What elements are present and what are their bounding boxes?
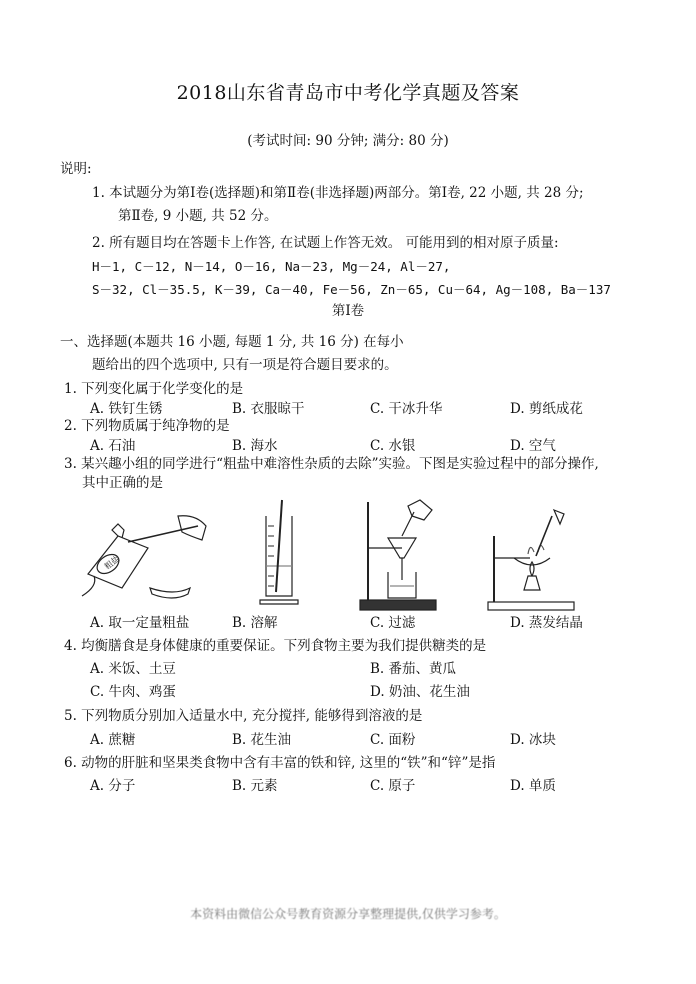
q1-option-b: B. 衣服晾干: [232, 401, 305, 417]
note-1-line-2: 第Ⅱ卷, 9 小题, 共 52 分。: [118, 208, 278, 224]
note-1-line-1: 1. 本试题分为第Ⅰ卷(选择题)和第Ⅱ卷(非选择题)两部分。第Ⅰ卷, 22 小题, 共 28 分;: [92, 185, 584, 201]
q5-option-c: C. 面粉: [370, 732, 416, 748]
q5-option-b: B. 花生油: [232, 732, 292, 748]
q1-option-d: D. 剪纸成花: [510, 401, 583, 417]
note-2: 2. 所有题目均在答题卡上作答, 在试题上作答无效。 可能用到的相对原子质量:: [92, 235, 559, 251]
q3-option-d: D. 蒸发结晶: [510, 615, 583, 631]
question-1-stem: 1. 下列变化属于化学变化的是: [64, 381, 244, 397]
page-footer: 本资料由微信公众号教育资源分享整理提供,仅供学习参考。: [190, 907, 506, 921]
q2-option-d: D. 空气: [510, 438, 556, 454]
q6-option-b: B. 元素: [232, 778, 278, 794]
question-5-stem: 5. 下列物质分别加入适量水中, 充分搅拌, 能够得到溶液的是: [64, 708, 423, 724]
q2-option-b: B. 海水: [232, 438, 278, 454]
figure-take-salt: [78, 496, 218, 614]
q3-option-a: A. 取一定量粗盐: [90, 615, 190, 631]
volume-heading: 第Ⅰ卷: [331, 303, 365, 319]
bottle-label: 粗盐: [103, 554, 122, 572]
figure-evaporate: [484, 496, 580, 614]
q2-option-c: C. 水银: [370, 438, 416, 454]
question-3-stem: 3. 某兴趣小组的同学进行“粗盐中难溶性杂质的去除”实验。下图是实验过程中的部分操作,: [64, 456, 599, 472]
q4-option-c: C. 牛肉、鸡蛋: [90, 684, 176, 700]
notes-label: 说明:: [60, 161, 92, 177]
q5-option-d: D. 冰块: [510, 732, 556, 748]
q4-option-b: B. 番茄、黄瓜: [370, 661, 457, 677]
page-title: 2018山东省青岛市中考化学真题及答案: [176, 82, 520, 104]
section-heading-cont: 题给出的四个选项中, 只有一项是符合题目要求的。: [92, 357, 398, 373]
q1-option-a: A. 铁钉生锈: [90, 401, 163, 417]
q4-option-d: D. 奶油、花生油: [370, 684, 470, 700]
q3-option-b: B. 溶解: [232, 615, 278, 631]
q5-option-a: A. 蔗糖: [90, 732, 136, 748]
q3-option-c: C. 过滤: [370, 615, 416, 631]
question-3-stem-cont: 其中正确的是: [82, 475, 163, 491]
figure-filter: [358, 496, 438, 614]
q6-option-a: A. 分子: [90, 778, 136, 794]
atomic-masses-line-1: H－1, C－12, N－14, O－16, Na－23, Mg－24, Al－27,: [92, 259, 451, 274]
q2-option-a: A. 石油: [90, 438, 136, 454]
figure-dissolve: [246, 496, 316, 614]
exam-info: (考试时间: 90 分钟; 满分: 80 分): [247, 133, 449, 149]
experiment-figures: [60, 496, 640, 614]
q6-option-c: C. 原子: [370, 778, 416, 794]
atomic-masses-line-2: S－32, Cl－35.5, K－39, Ca－40, Fe－56, Zn－65, Cu－64, Ag－108, Ba－137: [92, 282, 611, 297]
q1-option-c: C. 干冰升华: [370, 401, 443, 417]
question-6-stem: 6. 动物的肝脏和坚果类食物中含有丰富的铁和锌, 这里的“铁”和“锌”是指: [64, 755, 496, 771]
q6-option-d: D. 单质: [510, 778, 556, 794]
section-heading: 一、选择题(本题共 16 小题, 每题 1 分, 共 16 分) 在每小: [60, 334, 404, 350]
q4-option-a: A. 米饭、土豆: [90, 661, 176, 677]
question-2-stem: 2. 下列物质属于纯净物的是: [64, 418, 230, 434]
question-4-stem: 4. 均衡膳食是身体健康的重要保证。下列食物主要为我们提供糖类的是: [64, 638, 487, 654]
